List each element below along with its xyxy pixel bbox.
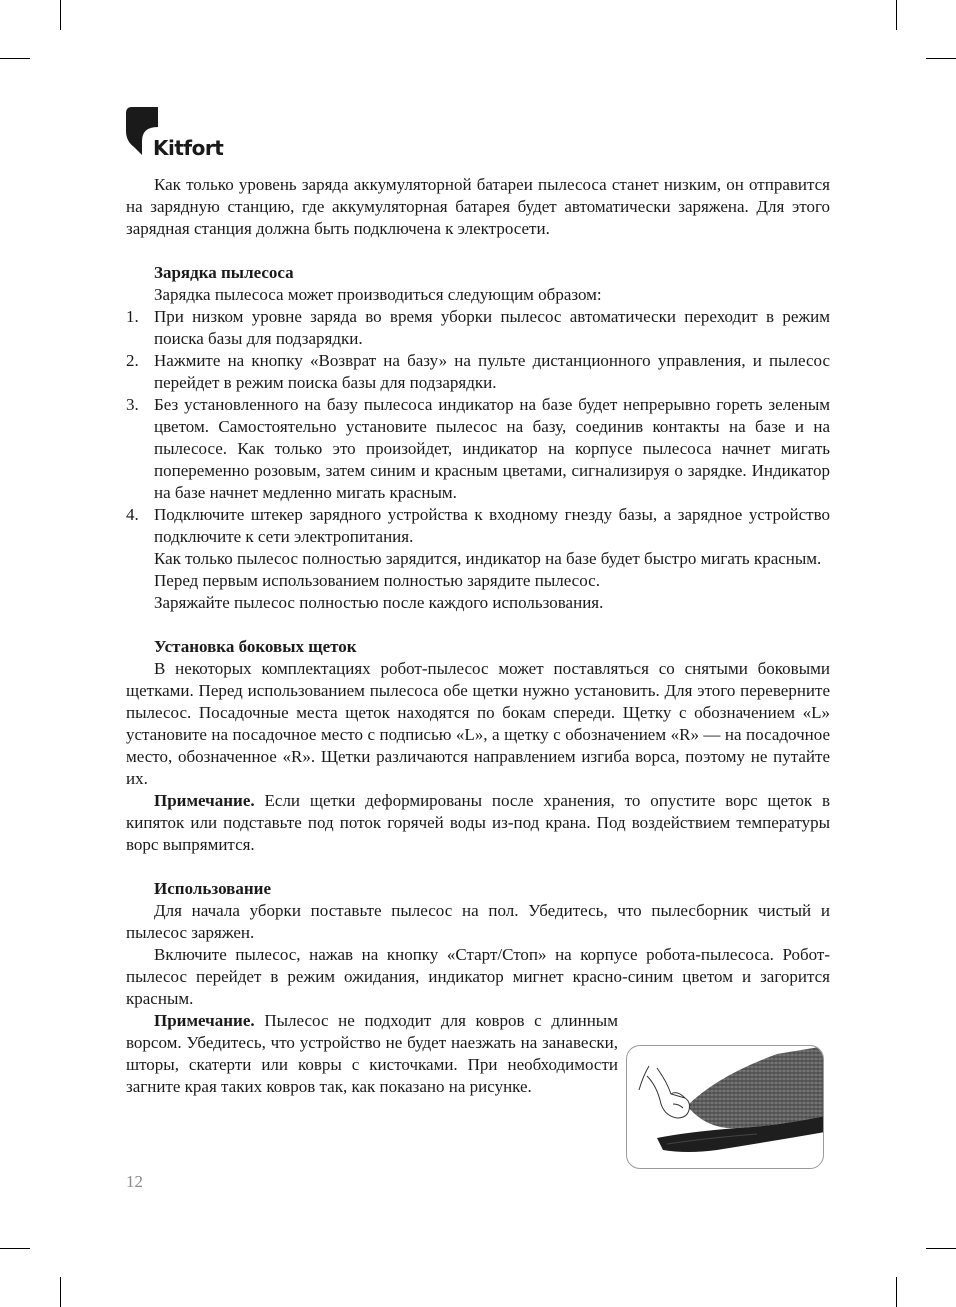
carpet-fold-illustration — [626, 1045, 824, 1169]
note-label: Примечание. — [154, 1011, 255, 1030]
carpet-image — [627, 1046, 824, 1169]
list-item: 4. Подключите штекер зарядного устройства к входному гнезду базы, а зарядное устройство подключите к сети электропитания. — [126, 505, 830, 546]
list-item: 3. Без установленного на базу пылесоса индикатор на базе будет непрерывно гореть зеленым цветом. Самостоятельно установите пылесос на базу, соединив контакты на базе и на пылесосе. Как только это произойдет, индикатор на корпусе пылесоса начнет мигать попеременно розовым, затем синим и красным цветами, сигнализируя о зарядке. Индикатор на базе начнет медленно мигать красным. — [126, 395, 830, 502]
charging-after-1: Как только пылесос полностью зарядится, индикатор на базе будет быстро мигать красным. — [154, 549, 822, 568]
page-content — [126, 174, 830, 1098]
section-title-usage: Использование — [154, 879, 271, 898]
brushes-note — [126, 790, 830, 856]
intro-paragraph: Как только уровень заряда аккумуляторной батареи пылесоса станет низким, он отправится на зарядную станцию, где аккумуляторная батарея будет автоматически заряжена. Для этого зарядная станция должна быть подключена к электросети. — [126, 175, 830, 238]
charging-steps — [126, 306, 830, 548]
crop-mark — [896, 1277, 897, 1307]
note-text: Если щетки деформированы после хранения, то опустите ворс щеток в кипяток или подставьте под поток горячей воды из-под крана. Под воздействием температуры ворс выпрямится. — [126, 791, 830, 854]
brushes-body: В некоторых комплектациях робот-пылесос может поставляться со снятыми боковыми щетками. Перед использованием пылесоса обе щетки нужно установить. Для этого переверните пылесос. Посадочные места щеток находятся по бокам спереди. Щетку с обозначением «L» установите на посадочное место с подписью «L», а щетку с обозначением «R» — на посадочное место, обозначенное «R». Щетки различаются направлением изгиба ворса, поэтому не путайте их. — [126, 659, 830, 788]
charging-lead: Зарядка пылесоса может производиться следующим образом: — [154, 285, 602, 304]
charging-after-3: Заряжайте пылесос полностью после каждого использования. — [154, 593, 604, 612]
usage-note — [126, 1010, 618, 1098]
note-text: Пылесос не подходит для ковров с длинным ворсом. Убедитесь, что устройство не будет наезжать на занавески, шторы, скатерти или ковры с кисточками. При необходимости загните края таких ковров так, как показано на рисунке. — [126, 1011, 618, 1096]
section-title-charging: Зарядка пылесоса — [154, 263, 294, 282]
section-title-brushes: Установка боковых щеток — [154, 637, 357, 656]
crop-mark — [896, 0, 897, 30]
crop-mark — [0, 1248, 30, 1249]
usage-paragraph-2: Включите пылесос, нажав на кнопку «Старт/Стоп» на корпусе робота-пылесоса. Робот-пылесос перейдет в режим ожидания, индикатор мигнет красно-синим цветом и загорится красным. — [126, 945, 830, 1008]
list-item: 2. Нажмите на кнопку «Возврат на базу» на пульте дистанционного управления, и пылесос перейдет в режим поиска базы для подзарядки. — [126, 351, 830, 392]
usage-paragraph-1: Для начала уборки поставьте пылесос на пол. Убедитесь, что пылесборник чистый и пылесос заряжен. — [126, 901, 830, 942]
brand-name: Kitfort — [153, 136, 224, 160]
note-label: Примечание. — [154, 791, 255, 810]
crop-mark — [926, 58, 956, 59]
crop-mark — [60, 0, 61, 30]
page-number: 12 — [126, 1172, 143, 1191]
brand-logo — [126, 107, 266, 163]
crop-mark — [0, 58, 30, 59]
crop-mark — [926, 1248, 956, 1249]
list-item: 1. При низком уровне заряда во время уборки пылесос автоматически переходит в режим поиска базы для подзарядки. — [126, 307, 830, 348]
charging-after-2: Перед первым использованием полностью зарядите пылесос. — [154, 571, 600, 590]
crop-mark — [60, 1277, 61, 1307]
